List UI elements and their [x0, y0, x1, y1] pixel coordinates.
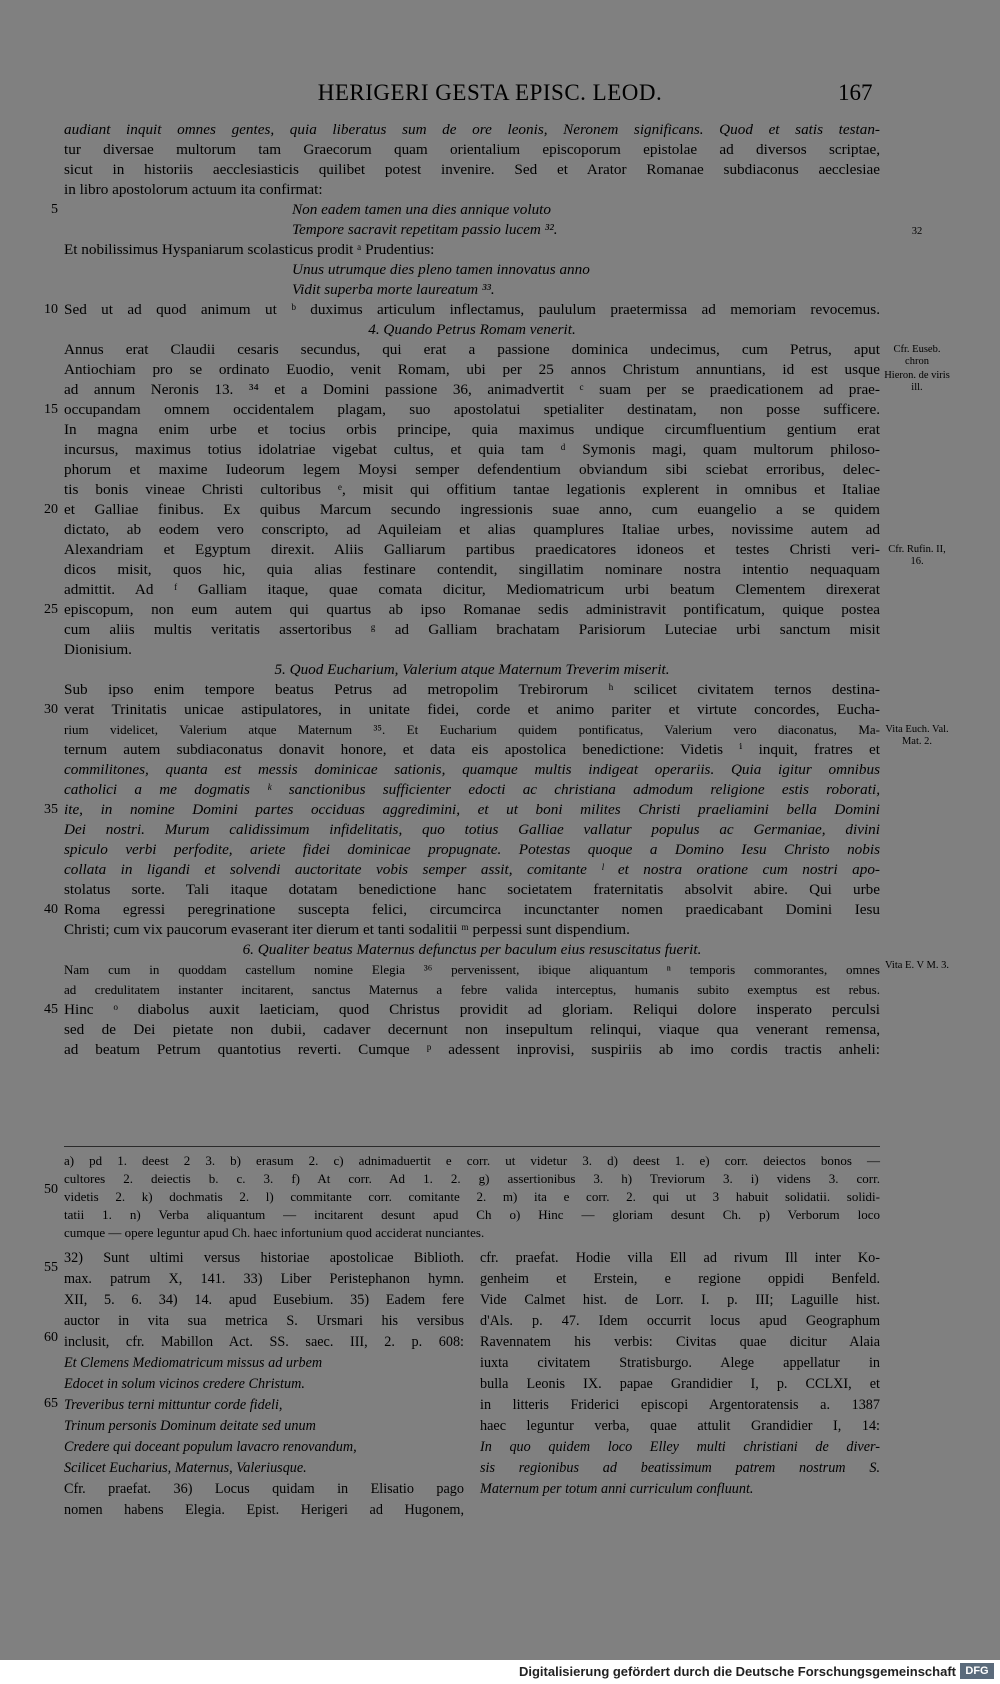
margin-note: Hieron. de viris ill.: [884, 370, 950, 393]
text-line: Sed ut ad quod animum ut ᵇ duximus articulum inflectamus, paululum praetermissa ad memoriam revocemus.: [64, 301, 880, 318]
apparatus-line: tatii 1. n) Verba aliquantum — incitarent desunt apud Ch o) Hinc — gloriam desunt Ch. p) Verborum loco: [64, 1207, 880, 1222]
footnote-line: genheim et Erstein, e regione oppidi Benfeld.: [480, 1271, 880, 1287]
footnote-line: Edocet in solum vicinos credere Christum.: [64, 1376, 305, 1392]
text-line: ad annum Neronis 13. ³⁴ et a Domini passione 36, animadvertit ᶜ suam per se praedicationem ad prae-: [64, 381, 880, 398]
line-number: 10: [44, 302, 58, 317]
footnote-line: Ravennatem his verbis: Civitas quae dicitur Alaia: [480, 1334, 880, 1350]
text-line: et Galliae finibus. Ex quibus Marcum secundo ingressionis suae anno, cum euangelio a se quidem: [64, 501, 880, 518]
text-line: Tempore sacravit repetitam passio lucem ³².: [292, 221, 558, 238]
apparatus-line: cumque — opere leguntur apud Ch. haec infortunium quod acciderat nunciantes.: [64, 1225, 485, 1240]
margin-note: Cfr. Euseb. chron: [893, 344, 941, 367]
text-line: Non eadem tamen una dies annique voluto: [292, 201, 551, 218]
text-line: catholici a me dogmatis ᵏ sanctionibus sufficienter edocti ac christiana admodum religione estis roborati,: [64, 781, 880, 798]
text-line: Alexandriam et Egyptum direxit. Aliis Galliarum partibus praedicatores idoneos et testes Christi veri-: [64, 541, 880, 558]
apparatus-line: a) pd 1. deest 2 3. b) erasum 2. c) adnimaduertit e corr. ut videtur 3. d) deest 1. e) corr. deiectos bonos —: [64, 1153, 880, 1168]
text-line: ad beatum Petrum quantotius reverti. Cumque ᵖ adessent inprovisi, suspiriis ab imo cordis tractis anheli:: [64, 1041, 880, 1058]
text-line: Roma egressi peregrinatione suscepta felici, circumcirca incunctanter nomen praedicabant Domini Iesu: [64, 901, 880, 918]
footnote-line: Maternum per totum anni curriculum confluunt.: [480, 1481, 754, 1497]
text-line: 5. Quod Eucharium, Valerium atque Maternum Treverim miserit.: [274, 661, 670, 678]
line-number: 25: [44, 602, 58, 617]
footnote-line: In quo quidem loco Elley multi christiani de diver-: [480, 1439, 880, 1455]
footer-bar: [0, 1660, 1000, 1684]
footnote-line: sis regionibus ad beatissimum patrem nostrum S.: [480, 1460, 880, 1476]
apparatus-line: cultores 2. deiectis b. c. 3. f) At corr. Ad 1. 2. g) assertionibus 3. h) Treviorum 3. i) videns 3. corr.: [64, 1171, 880, 1186]
text-line: In magna enim urbe et tocius orbis principe, quia maximus undique circumfluentium gentium erat: [64, 421, 880, 438]
text-line: tur diversae multorum tam Graecorum quam orientalium episcoporum epistolae ad diversos scriptae,: [64, 141, 880, 158]
footnote-separator: [64, 1146, 880, 1147]
text-line: cum aliis multis veritatis assertoribus ᵍ ad Galliam brachatam Parisiorum Luteciae urbi sanctum misit: [64, 621, 880, 638]
text-line: Dei nostri. Murum calidissimum infidelitatis, quo totius Galliae vallatur populus ac Germaniae, divini: [64, 821, 880, 838]
text-line: collata in ligandi et solvendi auctoritate vobis semper assit, comitante ˡ et nostra oratione cum nostri apo-: [64, 861, 880, 878]
text-line: incursus, maximus totius idolatriae vigebat cultus, et quia tam ᵈ Symonis magi, quam multorum philoso-: [64, 441, 880, 458]
margin-note: Cfr. Rufin. II, 16.: [888, 544, 946, 567]
text-line: 6. Qualiter beatus Maternus defunctus per baculum eius resuscitatus fuerit.: [242, 941, 702, 958]
footnote-line: haec leguntur verba, quae attulit Grandidier I, 14:: [480, 1418, 880, 1434]
text-line: admittit. Ad ᶠ Galliam itaque, quae comata dicitur, Mediomatricum urbi beatum Clementem direxerat: [64, 581, 880, 598]
header-title: HERIGERI GESTA EPISC. LEOD.: [317, 80, 663, 105]
running-header: [0, 80, 1000, 110]
footnote-line: Credere qui doceant populum lavacro renovandum,: [64, 1439, 357, 1455]
footnote-line: cfr. praefat. Hodie villa Ell ad rivum Ill inter Ko-: [480, 1250, 880, 1266]
text-line: commilitones, quanta est messis dominicae sationis, quamque multis indigeat operariis. Quia igitur omnibus: [64, 761, 880, 778]
text-line: occupandam omnem occidentalem plagam, suo apostolatui spetialiter destinatam, non posse sufficere.: [64, 401, 880, 418]
apparatus-line: videtis 2. k) dochmatis 2. l) commitante corr. comitante 2. m) ita e corr. 2. qui ut 3 habuit solidatii. solidi-: [64, 1189, 880, 1204]
text-line: tis bonis vineae Christi cultoribus ᵉ, misit qui offitium tantae legationis explerent in omnibus et Italiae: [64, 481, 880, 498]
line-number: 45: [44, 1002, 58, 1017]
footnote-line: bulla Leonis IX. papae Grandidier I, p. CCLXI, et: [480, 1376, 880, 1392]
text-line: Unus utrumque dies pleno tamen innovatus anno: [292, 261, 590, 278]
text-line: sicut in historiis aecclesiasticis quilibet potest invenire. Sed et Arator Romanae subdiaconus aecclesiae: [64, 161, 880, 178]
line-number: 65: [44, 1396, 58, 1411]
text-line: Vidit superba morte laureatum ³³.: [292, 281, 495, 298]
text-line: ad credulitatem instanter incitarent, sanctus Maternus a febre valida interceptus, humanis subito exemptus est rebus.: [64, 982, 880, 997]
line-number: 55: [44, 1260, 58, 1275]
footnote-line: Trinum personis Dominum deitate sed unum: [64, 1418, 316, 1434]
footnote-line: max. patrum X, 141. 33) Liber Peristephanon hymn.: [64, 1271, 464, 1287]
line-number: 40: [44, 902, 58, 917]
text-line: spiculo verbi perfodite, ariete fidei dominicae propugnate. Potestas quoque a Domino Iesu Christo nobis: [64, 841, 880, 858]
footer-text: Digitalisierung gefördert durch die Deutsche Forschungsgemeinschaft: [518, 1664, 956, 1679]
margin-note: Vita E. V M. 3.: [884, 960, 950, 971]
text-line: dicos misit, quos hic, quia alias festinare contendit, singillatim nominare nostra intentio nequaquam: [64, 561, 880, 578]
page-number: 167: [838, 80, 873, 105]
text-line: Annus erat Claudii cesaris secundus, qui erat a passione dominica undecimus, cum Petrus, aput: [64, 341, 880, 358]
text-line: rium videlicet, Valerium atque Maternum ³⁵. Et Eucharium quidem pontificatus, Valerium vero diaconatus, Ma-: [64, 722, 880, 737]
footnote-line: auctor in vita sua metrica S. Ursmari his versibus: [64, 1313, 464, 1329]
line-number: 5: [51, 202, 58, 217]
footnote-line: d'Als. p. 47. Idem occurrit locus apud Geographum: [480, 1313, 880, 1329]
text-line: Christi; cum vix paucorum evaserant iter dierum et tanti sodalitii ᵐ perpessi sunt dispendium.: [64, 921, 630, 938]
footnote-line: Cfr. praefat. 36) Locus quidam in Elisatio pago: [64, 1481, 464, 1497]
footnote-line: Treveribus terni mittuntur corde fideli,: [64, 1397, 283, 1413]
footnote-line: in litteris Friderici episcopi Argentoratensis a. 1387: [480, 1397, 880, 1413]
text-line: 4. Quando Petrus Romam venerit.: [368, 321, 576, 338]
margin-note: Vita Euch. Val. Mat. 2.: [885, 724, 949, 747]
text-line: Nam cum in quoddam castellum nomine Elegia ³⁶ pervenissent, ibique aliquantum ⁿ temporis commorantes, omnes: [64, 962, 880, 977]
footnote-line: nomen habens Elegia. Epist. Herigeri ad Hugonem,: [64, 1502, 464, 1518]
text-line: ternum autem subdiaconatus donavit honore, et data eis apostolica benedictione: Videtis ⁱ inquit, fratres et: [64, 741, 880, 758]
text-line: Sub ipso enim tempore beatus Petrus ad metropolim Trebirorum ʰ scilicet civitatem ternos destina-: [64, 681, 880, 698]
text-line: stolatus sorte. Tali itaque dotatam benedictione hanc societatem fraternitatis absolvit abire. Qui urbe: [64, 881, 880, 898]
footnote-line: 32) Sunt ultimi versus historiae apostolicae Biblioth.: [64, 1250, 464, 1266]
line-number: 30: [44, 702, 58, 717]
text-line: ite, in nomine Domini partes occiduas aggredimini, et ut boni milites Christi praeliamini bella Domini: [64, 801, 880, 818]
text-line: Et nobilissimus Hyspaniarum scolasticus prodit ᵃ Prudentius:: [64, 241, 435, 258]
footnote-line: XII, 5. 6. 34) 14. apud Eusebium. 35) Eadem fere: [64, 1292, 464, 1308]
footnote-line: Vide Calmet hist. de Lorr. I. p. III; Laguille hist.: [480, 1292, 880, 1308]
text-line: phorum et maxime Iudeorum legem Moysi semper defendentium obviandum sibi sciebat erroribus, delec-: [64, 461, 880, 478]
text-line: Antiochiam pro se ordinato Euodio, venit Romam, ubi per 25 annos Christum annuntians, id est usque: [64, 361, 880, 378]
line-number: 35: [44, 802, 58, 817]
text-line: audiant inquit omnes gentes, quia liberatus sum de ore leonis, Neronem significans. Quod et satis testan-: [64, 121, 880, 138]
text-line: Dionisium.: [64, 641, 132, 658]
text-line: sed de Dei pietate non dubii, cadaver decernunt non insepultum relinqui, viaque qua venerant remensa,: [64, 1021, 880, 1038]
footnote-line: Et Clemens Mediomatricum missus ad urbem: [64, 1355, 323, 1371]
text-line: episcopum, non eum autem qui quartus ab ipso Romanae sedis administravit pontificatum, quique postea: [64, 601, 880, 618]
line-number: 15: [44, 402, 58, 417]
line-number: 20: [44, 502, 58, 517]
margin-note: 32: [911, 226, 923, 237]
footnote-line: Scilicet Eucharius, Maternus, Valeriusque.: [64, 1460, 307, 1476]
text-line: in libro apostolorum actuum ita confirmat:: [64, 181, 323, 198]
dfg-logo: DFG: [960, 1663, 994, 1679]
footnote-line: inclusit, cfr. Mabillon Act. SS. saec. III, 2. p. 608:: [64, 1334, 464, 1350]
text-line: verat Trinitatis unicae astipulatores, in unitate fidei, corde et animo pariter et virtute concordes, Eucha-: [64, 701, 880, 718]
footnote-line: iuxta civitatem Stratisburgo. Alege appellatur in: [480, 1355, 880, 1371]
line-number: 50: [44, 1182, 58, 1197]
text-line: Hinc ᵒ diabolus auxit laeticiam, quod Christus providit ad gloriam. Reliqui dolore insperato perculsi: [64, 1001, 880, 1018]
text-line: dictato, ab eodem vero conscripto, ad Aquileiam et alias quamplures Italiae urbes, novissime autem ad: [64, 521, 880, 538]
line-number: 60: [44, 1330, 58, 1345]
